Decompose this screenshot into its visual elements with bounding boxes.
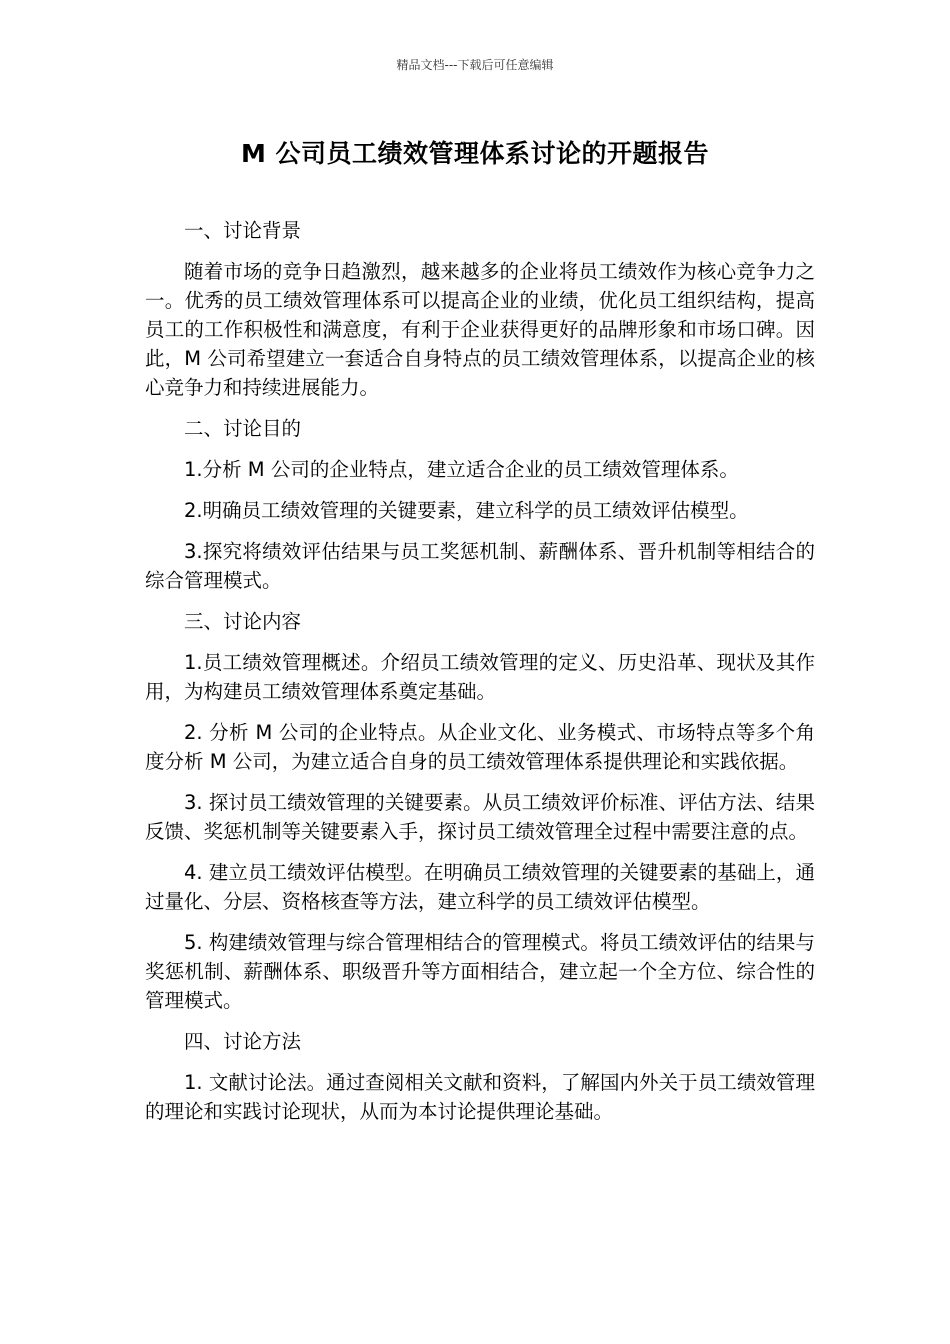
content-item-5: 5. 构建绩效管理与综合管理相结合的管理模式。将员工绩效评估的结果与奖惩机制、薪酬体系、职级晋升等方面相结合，建立起一个全方位、综合性的管理模式。 <box>145 931 815 1012</box>
section-heading-content: 三、讨论内容 <box>184 610 302 633</box>
purpose-item-3: 3.探究将绩效评估结果与员工奖惩机制、薪酬体系、晋升机制等相结合的综合管理模式。 <box>145 540 815 592</box>
purpose-item-1: 1.分析 M 公司的企业特点，建立适合企业的员工绩效管理体系。 <box>184 458 739 481</box>
paragraph-background: 随着市场的竞争日趋激烈，越来越多的企业将员工绩效作为核心竞争力之一。优秀的员工绩效管理体系可以提高企业的业绩，优化员工组织结构，提高员工的工作积极性和满意度，有利于企业获得更好的品牌形象和市场口碑。因此，M 公司希望建立一套适合自身特点的员工绩效管理体系，以提高企业的核心竞争力和持续进展能力。 <box>145 260 815 399</box>
content-item-4: 4. 建立员工绩效评估模型。在明确员工绩效管理的关键要素的基础上，通过量化、分层、资格核查等方法，建立科学的员工绩效评估模型。 <box>145 861 815 913</box>
content-item-3: 3. 探讨员工绩效管理的关键要素。从员工绩效评价标准、评估方法、结果反馈、奖惩机制等关键要素入手，探讨员工绩效管理全过程中需要注意的点。 <box>145 791 815 843</box>
section-heading-purpose: 二、讨论目的 <box>184 417 302 440</box>
document-body <box>145 216 815 1138</box>
purpose-item-2: 2.明确员工绩效管理的关键要素，建立科学的员工绩效评估模型。 <box>184 499 749 522</box>
document-title: M 公司员工绩效管理体系讨论的开题报告 <box>240 139 710 168</box>
method-item-1: 1. 文献讨论法。通过查阅相关文献和资料，了解国内外关于员工绩效管理的理论和实践讨论现状，从而为本讨论提供理论基础。 <box>145 1071 815 1123</box>
section-heading-background: 一、讨论背景 <box>184 219 302 242</box>
section-heading-method: 四、讨论方法 <box>184 1030 302 1053</box>
header-note: 精品文档---下载后可任意编辑 <box>396 58 554 72</box>
content-item-1: 1.员工绩效管理概述。介绍员工绩效管理的定义、历史沿革、现状及其作用，为构建员工绩效管理体系奠定基础。 <box>145 651 815 703</box>
content-item-2: 2. 分析 M 公司的企业特点。从企业文化、业务模式、市场特点等多个角度分析 M 公司，为建立适合自身的员工绩效管理体系提供理论和实践依据。 <box>145 721 815 773</box>
